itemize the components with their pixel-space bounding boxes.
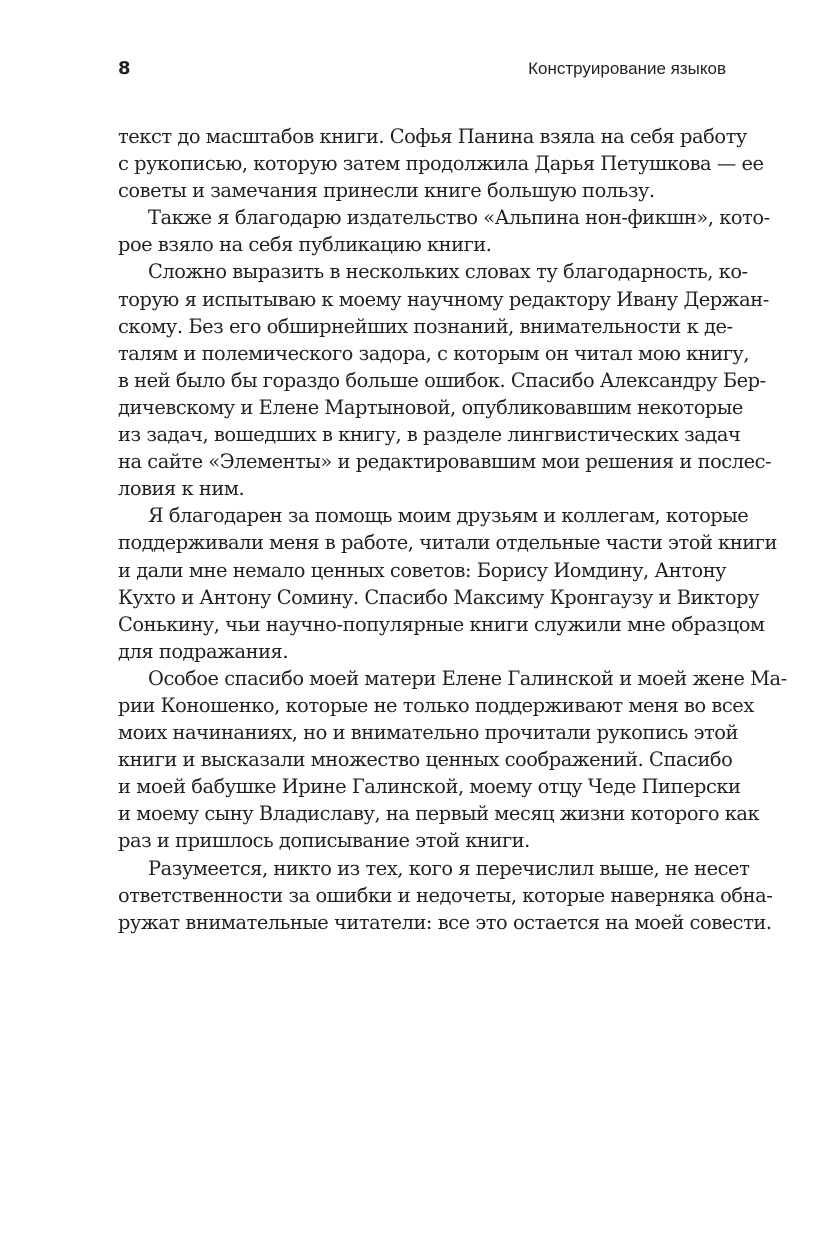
text-line: на сайте «Элементы» и редактировавшим мои решения и послес- — [118, 450, 772, 474]
text-line: рое взяло на себя публикацию книги. — [118, 233, 492, 257]
paragraph — [118, 665, 787, 855]
text-line: торую я испытываю к моему научному редактору Ивану Держан- — [118, 287, 769, 311]
text-line: и моей бабушке Ирине Галинской, моему отцу Чеде Пиперски — [118, 775, 741, 799]
paragraph — [118, 123, 764, 204]
text-line: в ней было бы гораздо больше ошибок. Спасибо Александру Бер- — [118, 368, 766, 392]
text-line: из задач, вошедших в книгу, в разделе лингвистических задач — [118, 423, 741, 447]
text-line: советы и замечания принесли книге большую пользу. — [118, 179, 655, 203]
text-line: моих начинаниях, но и внимательно прочитали рукопись этой — [118, 721, 738, 745]
text-line: талям и полемического задора, с которым он читал мою книгу, — [118, 341, 750, 365]
text-line: Сонькину, чьи научно-популярные книги служили мне образцом — [118, 612, 765, 636]
text-line: рии Коношенко, которые не только поддерживают меня во всех — [118, 693, 754, 717]
text-line: Особое спасибо моей матери Елене Галинской и моей жене Ма- — [148, 666, 787, 690]
text-line: текст до масштабов книги. Софья Панина взяла на себя работу — [118, 125, 747, 148]
text-line: для подражания. — [118, 639, 289, 663]
text-line: поддерживали меня в работе, читали отдельные части этой книги — [118, 531, 777, 555]
paragraph — [118, 855, 773, 936]
text-line: и дали мне немало ценных советов: Борису Иомдину, Антону — [118, 558, 727, 582]
text-line: раз и пришлось дописывание этой книги. — [118, 829, 530, 853]
running-head — [118, 58, 726, 86]
text-line: Я благодарен за помощь моим друзьям и коллегам, которые — [148, 504, 749, 528]
text-line: и моему сыну Владиславу, на первый месяц жизни которого как — [118, 802, 760, 826]
paragraph — [118, 502, 777, 665]
text-line: скому. Без его обширнейших познаний, внимательности к де- — [118, 314, 733, 338]
text-line: Сложно выразить в нескольких словах ту благодарность, ко- — [148, 260, 748, 284]
body-text — [118, 123, 787, 936]
paragraph — [118, 204, 770, 258]
text-line: ответственности за ошибки и недочеты, которые наверняка обна- — [118, 883, 773, 907]
text-line: Также я благодарю издательство «Альпина нон-фикшн», кото- — [148, 206, 770, 230]
text-line: книги и высказали множество ценных соображений. Спасибо — [118, 748, 733, 772]
text-line: ружат внимательные читатели: все это остается на моей совести. — [118, 910, 772, 934]
text-line: ловия к ним. — [118, 477, 245, 501]
page-number: 8 — [118, 58, 131, 79]
text-line: Разумеется, никто из тех, кого я перечислил выше, не несет — [148, 856, 750, 880]
text-line: Кухто и Антону Сомину. Спасибо Максиму Кронгаузу и Виктору — [118, 585, 760, 609]
paragraph — [118, 258, 772, 502]
text-line: дичевскому и Елене Мартыновой, опубликовавшим некоторые — [118, 395, 743, 419]
running-title: Конструирование языков — [528, 59, 726, 78]
text-line: с рукописью, которую затем продолжила Дарья Петушкова — ее — [118, 152, 764, 176]
